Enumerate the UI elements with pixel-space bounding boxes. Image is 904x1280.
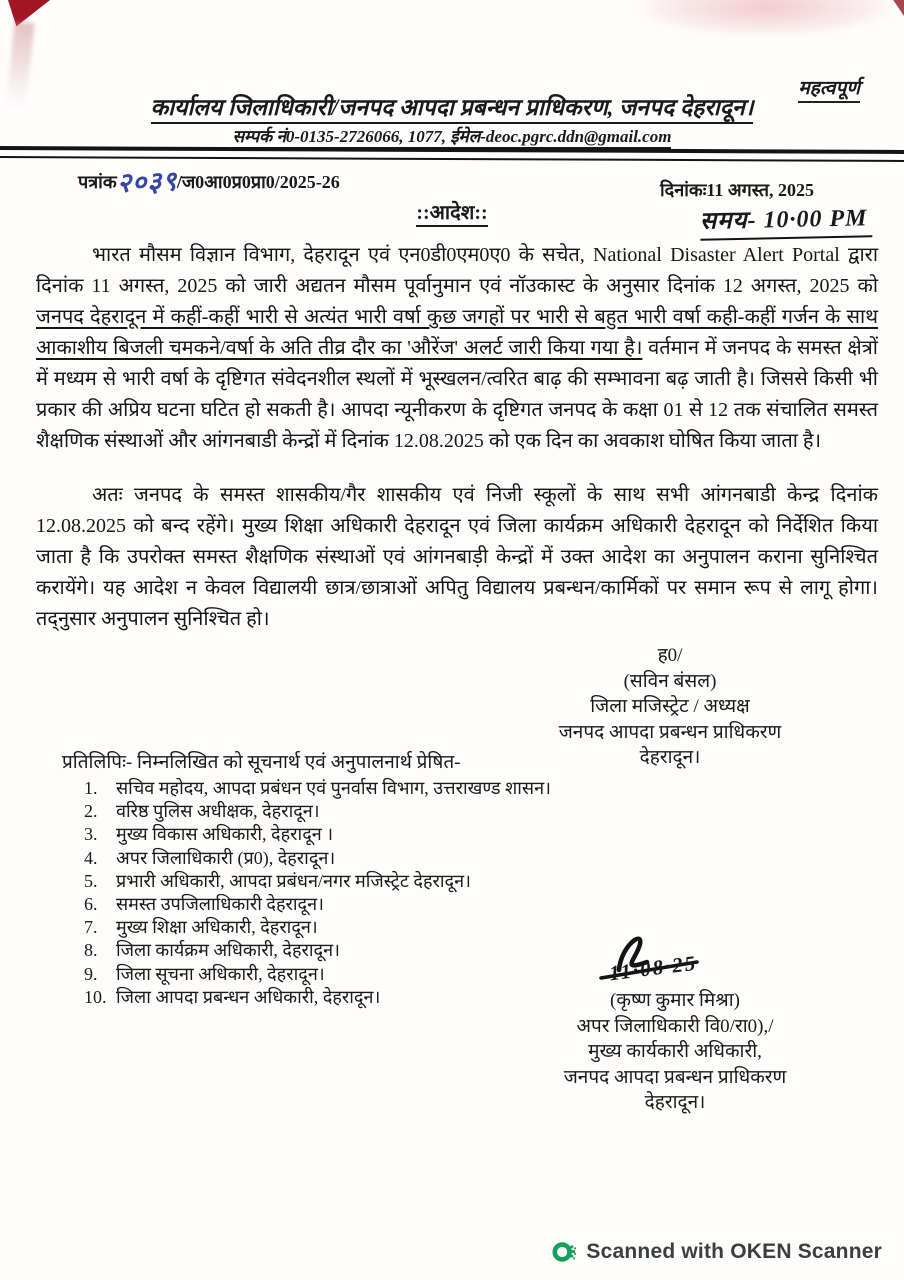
item-text: वरिष्ठ पुलिस अधीक्षक, देहरादून। [116, 801, 320, 822]
order-heading: ::आदेश:: [416, 202, 487, 227]
order-paragraph-1 [36, 240, 878, 457]
letter-number-row [78, 165, 340, 199]
item-number: 5. [84, 870, 98, 891]
sign-mark: ह0/ [657, 645, 683, 666]
item-text: जिला आपदा प्रबन्धन अधिकारी, देहरादून। [116, 986, 381, 1007]
list-item [84, 962, 551, 985]
copies-heading: प्रतिलिपिः- निम्नलिखित को सूचनार्थ एवं अनुपालनार्थ प्रेषित- [62, 752, 461, 773]
list-item [84, 799, 551, 822]
letter-number-suffix: /ज0आ0प्र0प्रा0/2025-26 [176, 172, 340, 192]
para1-lead: भारत मौसम विज्ञान विभाग, देहरादून एवं एन0डी0एम0ए0 के सचेत, National Disaster Alert Portal द्वारा दिनांक 11 अगस्त, 2025 को जारी अद्यतन मौसम पूर्वानुमान एवं नॉउकास्ट के अनुसार दिनांक 12 अगस्त, 2025 को [36, 244, 878, 297]
adm-title-2: मुख्य कार्यकारी अधिकारी, [588, 1041, 762, 1062]
oken-scanner-icon [552, 1240, 576, 1264]
list-item [84, 938, 551, 961]
scanner-branding [552, 1240, 882, 1264]
contact-info: सम्पर्क नं0-0135-2726066, 1077, ईमेल-deoc.pgrc.ddn@gmail.com [233, 127, 672, 149]
item-number: 6. [84, 893, 98, 914]
office-name: कार्यालय जिलाधिकारी/जनपद आपदा प्रबन्धन प्राधिकरण, जनपद देहरादून। [151, 95, 754, 124]
item-text: समस्त उपजिलाधिकारी देहरादून। [116, 893, 324, 914]
signature-block-adm [490, 988, 860, 1116]
importance-label: महत्वपूर्ण [798, 74, 860, 103]
dm-name: (सविन बंसल) [623, 670, 717, 692]
item-number: 1. [84, 778, 98, 798]
list-item [84, 776, 551, 799]
letter-number-label: पत्रांक [78, 172, 117, 192]
signature-date-handwritten: 11·08·25 [607, 950, 699, 986]
scanner-text: Scanned with OKEN Scanner [586, 1240, 882, 1263]
para2-text: अतः जनपद के समस्त शासकीय/गैर शासकीय एवं निजी स्कूलों के साथ सभी आंगनबाडी केन्द्र दिनांक 12.08.2025 को बन्द रहेंगे। मुख्य शिक्षा अधिकारी देहरादून एवं जिला कार्यक्रम अधिकारी देहरादून को निर्देशित किया जाता है कि उपरोक्त समस्त शैक्षणिक संस्थाओं एवं आंगनबाड़ी केन्द्रों में उक्त आदेश का अनुपालन कराना सुनिश्चित करायेंगे। यह आदेश न केवल विद्यालयी छात्र/छात्राओं अपितु विद्यालय प्रबन्धन/कार्मिकों पर समान रूप से लागू होगा। तद्नुसार अनुपालन सुनिश्चित हो। [36, 484, 878, 630]
dm-title-2: जनपद आपदा प्रबन्धन प्राधिकरण [558, 721, 782, 743]
item-number: 9. [84, 963, 98, 984]
time-handwritten: समय- 10·00 PM [700, 200, 872, 241]
contact-header [0, 124, 904, 147]
order-paragraph-2 [36, 480, 878, 635]
item-text: प्रभारी अधिकारी, आपदा प्रबंधन/नगर मजिस्ट्रेट देहरादून। [116, 870, 471, 891]
list-item [84, 915, 551, 938]
adm-title-3: जनपद आपदा प्रबन्धन प्राधिकरण [563, 1066, 787, 1088]
para1-rest: वर्तमान में जनपद के समस्त क्षेत्रों में मध्यम से भारी वर्षा के दृष्टिगत संवेदनशील स्थलों में भूस्खलन/त्वरित बाढ़ की सम्भावना बढ़ जाती है। जिससे किसी भी प्रकार की अप्रिय घटना घटित हो सकती है। आपदा न्यूनीकरण के दृष्टिगत जनपद के कक्षा 01 से 12 तक संचालित समस्त शैक्षणिक संस्थाओं और आंगनबाडी केन्द्रों में दिनांक 12.08.2025 को एक दिन का अवकाश घोषित किया जाता है। [36, 337, 878, 452]
copies-list [84, 776, 551, 1008]
signature-block-dm [500, 643, 840, 771]
item-number: 8. [84, 940, 98, 961]
adm-title-1: अपर जिलाधिकारी वि0/रा0),/ [576, 1015, 774, 1037]
item-number: 10. [84, 986, 107, 1007]
header-divider [0, 146, 904, 162]
dm-title-3: देहरादून। [639, 747, 701, 768]
scan-corner-nick [892, 0, 904, 16]
item-number: 2. [84, 801, 98, 822]
item-text: मुख्य विकास अधिकारी, देहरादून । [116, 824, 334, 845]
list-item [84, 869, 551, 892]
list-item [84, 846, 551, 869]
item-number: 4. [84, 847, 98, 868]
item-text: जिला सूचना अधिकारी, देहरादून। [116, 963, 325, 984]
list-item [84, 985, 551, 1008]
item-text: जिला कार्यक्रम अधिकारी, देहरादून। [116, 940, 340, 961]
letter-number-handwritten: २०३९ [116, 165, 178, 199]
scan-smudge [640, 0, 890, 36]
adm-title-4: देहरादून। [644, 1092, 706, 1113]
item-text: मुख्य शिक्षा अधिकारी, देहरादून। [116, 917, 318, 938]
signature-scribble [585, 930, 735, 996]
adm-name: (कृष्ण कुमार मिश्रा) [610, 990, 740, 1011]
item-text: अपर जिलाधिकारी (प्र0), देहरादून। [116, 847, 336, 868]
para1-underlined-alert: जनपद देहरादून में कहीं-कहीं भारी से अत्यंत भारी वर्षा कुछ जगहों पर भारी से बहुत भारी वर्षा कही-कहीं गर्जन के साथ आकाशीय बिजली चमकने/वर्षा के अति तीव्र दौर का 'औरेंज' अलर्ट जारी किया गया है। [36, 306, 878, 359]
dm-title-1: जिला मजिस्ट्रेट / अध्यक्ष [590, 696, 750, 717]
item-number: 7. [84, 917, 98, 938]
item-text: सचिव महोदय, आपदा प्रबंधन एवं पुनर्वास विभाग, उत्तराखण्ड शासन। [116, 778, 551, 798]
item-number: 3. [84, 824, 98, 845]
list-item [84, 892, 551, 915]
date-line: दिनांकः11 अगस्त, 2025 [660, 180, 814, 200]
office-header [0, 90, 904, 122]
list-item [84, 822, 551, 845]
